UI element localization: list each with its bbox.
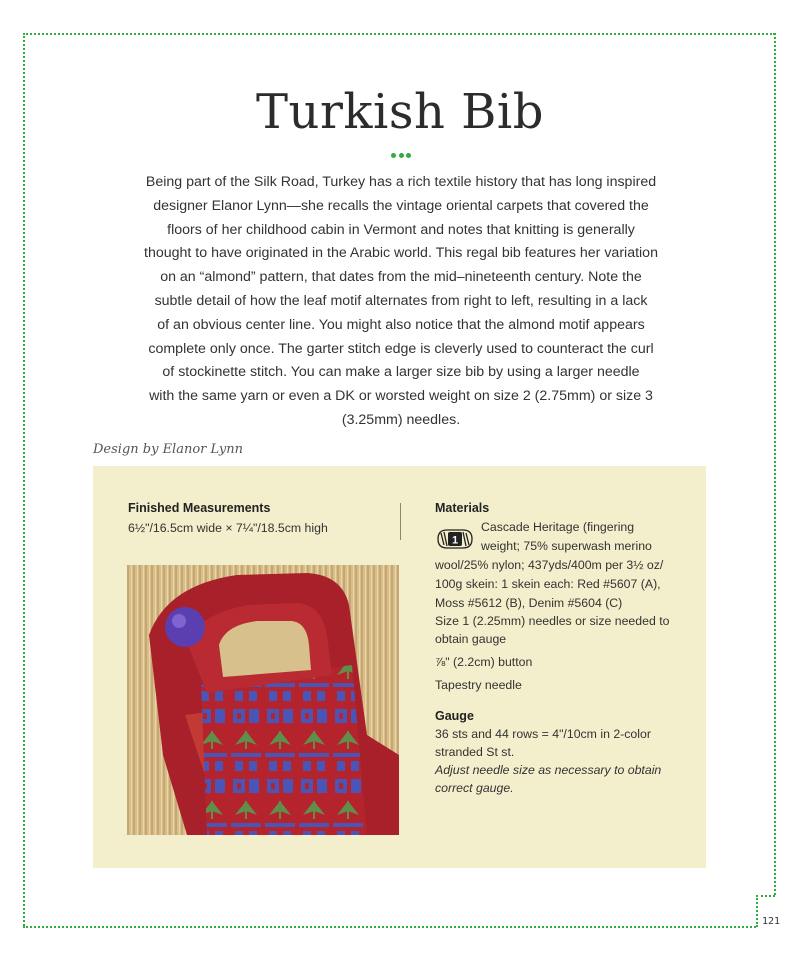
yarn-weight-number: 1 (451, 534, 459, 547)
intro-line: complete only once. The garter stitch edge is cleverly used to counteract the curl (148, 340, 654, 357)
intro-line: subtle detail of how the leaf motif alternates from right to left, resulting in a lack (154, 292, 648, 309)
page-number: 121 (762, 916, 781, 927)
needles-line: obtain gauge (435, 632, 507, 646)
yarn-line: Moss #5612 (B), Denim #5604 (C) (435, 596, 623, 610)
intro-paragraph (128, 171, 674, 433)
tapestry-needle: Tapestry needle (435, 678, 522, 692)
needles-line: Size 1 (2.25mm) needles or size needed to (435, 614, 670, 628)
finished-measurements-value: 6½"/16.5cm wide × 7¼"/18.5cm high (128, 521, 328, 535)
yarn-line: 100g skein: 1 skein each: Red #5607 (A), (435, 577, 661, 591)
page-number-notch-side (756, 895, 758, 927)
designer-byline: Design by Elanor Lynn (93, 442, 244, 457)
page-border-bottom (23, 926, 756, 928)
gauge-line: 36 sts and 44 rows = 4"/10cm in 2-color (435, 727, 651, 741)
button-material: ⅞" (2.2cm) button (435, 655, 533, 669)
intro-line: of an obvious center line. You might also notice that the almond motif appears (157, 316, 645, 333)
gauge-note: Adjust needle size as necessary to obtain (435, 763, 662, 777)
yarn-line: Cascade Heritage (fingering (481, 520, 635, 534)
title-ornament-dots (391, 153, 411, 161)
materials-heading: Materials (435, 501, 490, 515)
page-title: Turkish Bib (256, 84, 544, 140)
intro-line: thought to have originated in the Arabic world. This regal bib features her variation (144, 245, 658, 262)
gauge-line: stranded St st. (435, 745, 515, 759)
intro-line: floors of her childhood cabin in Vermont and notes that knitting is generally (167, 221, 635, 238)
yarn-line: wool/25% nylon; 437yds/400m per 3½ oz/ (435, 558, 664, 572)
intro-line: of stockinette stitch. You can make a larger size bib by using a larger needle (162, 364, 640, 381)
intro-line: on an “almond” pattern, that dates from the mid–nineteenth century. Note the (160, 269, 642, 286)
intro-line: Being part of the Silk Road, Turkey has a rich textile history that has long inspired (145, 174, 657, 190)
yarn-line: weight; 75% superwash merino (481, 539, 652, 553)
page-border-right (774, 33, 776, 895)
intro-line: designer Elanor Lynn—she recalls the vintage oriental carpets that covered the (153, 197, 649, 214)
page-number-notch (756, 895, 775, 897)
intro-line: with the same yarn or even a DK or worsted weight on size 2 (2.75mm) or size 3 (149, 388, 653, 405)
bib-photo (127, 565, 399, 835)
page-border-left (23, 33, 25, 926)
gauge-heading: Gauge (435, 709, 474, 723)
intro-line: (3.25mm) needles. (341, 411, 461, 428)
yarn-weight-icon (435, 527, 475, 551)
finished-measurements-heading: Finished Measurements (128, 501, 271, 515)
gauge-note: correct gauge. (435, 781, 514, 795)
column-divider (400, 503, 401, 540)
page-border-top (23, 33, 775, 35)
